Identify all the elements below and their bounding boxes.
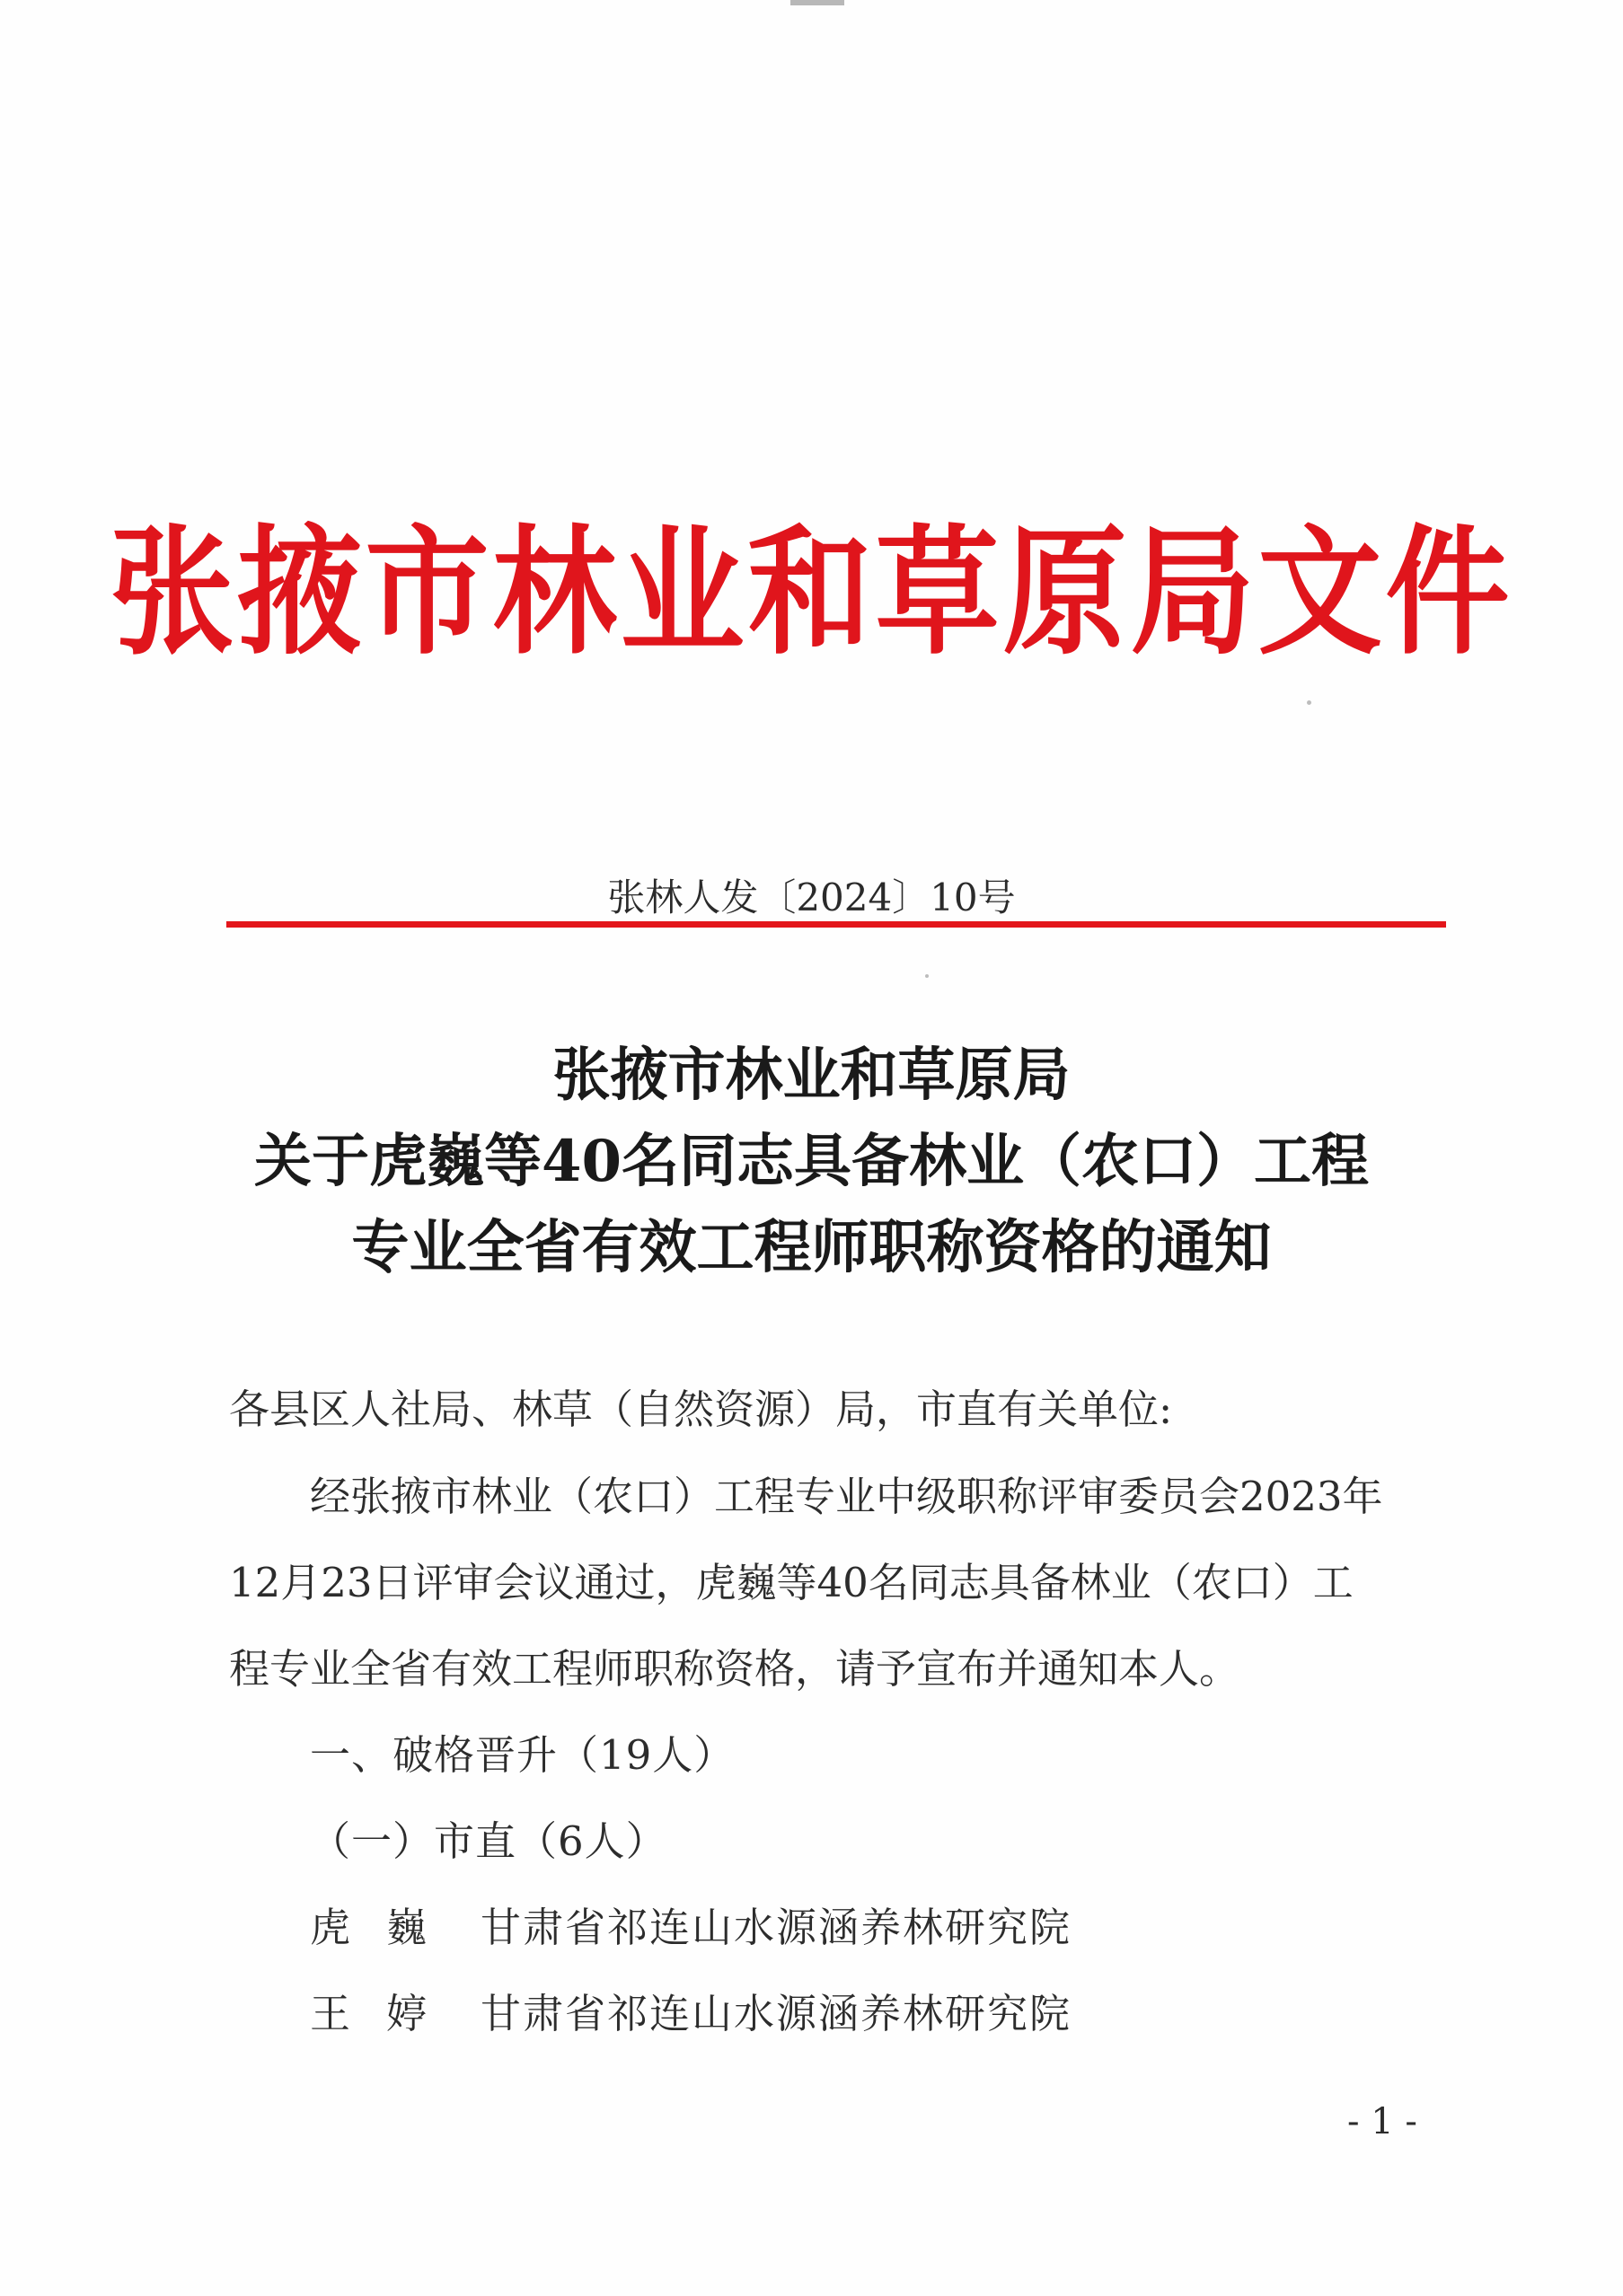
red-separator-line [226,921,1446,928]
section-heading: 一、破格晋升（19人） [310,1731,736,1779]
body-paragraph-line: 12月23日评审会议通过，虎巍等40名同志具备林业（农口）工 [229,1559,1354,1606]
person-row [310,1987,1072,2041]
document-number: 张林人发〔2024〕10号 [607,875,1016,919]
person-unit: 甘肃省祁连山水源涵养林研究院 [481,1990,1072,2037]
person-name: 虎巍 [310,1904,463,1951]
notice-title [0,1033,1623,1291]
scan-speck [1307,700,1311,705]
person-row [310,1901,1072,1955]
notice-title-line: 张掖市林业和草原局 [552,1042,1071,1109]
person-unit: 甘肃省祁连山水源涵养林研究院 [481,1904,1072,1951]
body-paragraph-line: 程专业全省有效工程师职称资格，请予宣布并通知本人。 [229,1645,1240,1693]
scan-speck [925,974,929,978]
person-name: 王婷 [310,1990,463,2037]
salutation: 各县区人社局、林草（自然资源）局，市直有关单位: [229,1386,1173,1433]
subsection-heading: （一）市直（6人） [310,1817,667,1865]
notice-title-line: 专业全省有效工程师职称资格的通知 [351,1214,1272,1281]
scan-edge-mark [790,0,844,5]
issuer-header: 张掖市林业和草原局文件 [110,509,1513,674]
notice-title-line: 关于虎巍等40名同志具备林业（农口）工程 [253,1128,1370,1195]
page-number: - 1 - [1347,2101,1417,2142]
body-paragraph-line: 经张掖市林业（农口）工程专业中级职称评审委员会2023年 [310,1473,1383,1520]
